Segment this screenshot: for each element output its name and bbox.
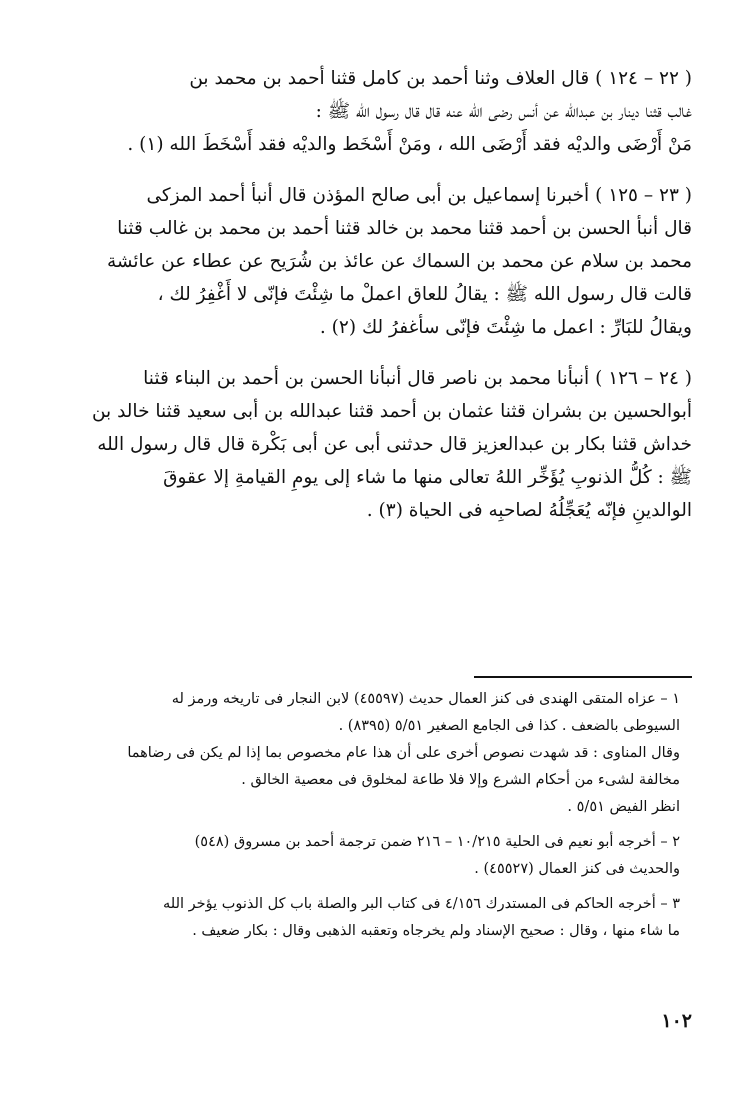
footnotes — [70, 686, 680, 953]
text-line: ( ٢٣ – ١٢٥ ) أخبرنا إسماعيل بن أبى صالح المؤذن قال أنبأ أحمد المزكى — [146, 185, 692, 206]
text-line: قال أنبأ الحسن بن أحمد قثنا محمد بن خالد قثنا أحمد بن محمد بن غالب قثنا — [117, 218, 692, 239]
page-number: ١٠٢ — [661, 1010, 692, 1032]
text-line: أبوالحسين بن بشران قثنا عثمان بن أحمد قثنا عبدالله بن أبى سعيد قثنا خالد بن — [91, 401, 692, 422]
footnote-line: مخالفة لشىء من أحكام الشرع وإلا فلا طاعة لمخلوق فى معصية الخالق . — [241, 772, 680, 788]
text-line: محمد بن سلام عن محمد بن السماك عن عائذ بن شُرَيح عن عطاء عن عائشة — [106, 251, 692, 272]
footnote-line: انظر الفيض ٥/٥١ . — [567, 799, 680, 815]
footnote-line: والحديث فى كنز العمال (٤٥٥٢٧) . — [474, 861, 680, 877]
text-line: ( ٢٤ – ١٢٦ ) أنبأنا محمد بن ناصر قال أنبأنا الحسن بن أحمد بن البناء قثنا — [143, 368, 692, 389]
footnote-line: ما شاء منها ، وقال : صحيح الإسناد ولم يخرجاه وتعقبه الذهبى وقال : بكار ضعيف . — [192, 923, 680, 939]
text-line: خداش قثنا بكار بن عبدالعزيز قال حدثنى أبى عن أبى بَكْرة قال قال رسول الله — [97, 434, 692, 455]
footnote-1 — [70, 686, 680, 821]
footnote-3 — [70, 891, 680, 945]
hadith-24 — [58, 362, 692, 527]
footnote-line: ١ – عزاه المتقى الهندى فى كنز العمال حديث (٤٥٥٩٧) لابن النجار فى تاريخه ورمز له — [171, 691, 680, 707]
text-line: ( ٢٢ – ١٢٤ ) قال العلاف وثنا أحمد بن كامل قثنا أحمد بن محمد بن — [189, 68, 692, 89]
hadith-22 — [58, 62, 692, 161]
footnote-line: وقال المناوى : قد شهدت نصوص أخرى على أن هذا عام مخصوص بما إذا لم يكن فى رضاهما — [127, 745, 680, 761]
main-text — [58, 62, 692, 545]
text-line: مَنْ أَرْضَى والديْه فقد أَرْضَى الله ، ومَنْ أَسْخَط والديْه فقد أَسْخَطَ الله (١) . — [127, 134, 692, 155]
footnote-line: ٣ – أخرجه الحاكم فى المستدرك ٤/١٥٦ فى كتاب البر والصلة باب كل الذنوب يؤخر الله — [163, 896, 680, 912]
text-line: قالت قال رسول الله ﷺ : يقالُ للعاق اعملْ ما شِئْتَ فإنّى لا أَغْفِرُ لك ، — [157, 284, 692, 305]
text-line: ويقالُ للبَارِّ : اعمل ما شِئْتَ فإنّى سأغفرُ لك (٢) . — [319, 317, 692, 338]
footnote-divider — [474, 676, 692, 678]
footnote-line: ٢ – أخرجه أبو نعيم فى الحلية ١٠/٢١٥ – ٢١٦ ضمن ترجمة أحمد بن مسروق (٥٤٨) — [194, 834, 680, 850]
text-line: غالب قثنا دينار بن عبدالله عن أنس رضى الله عنه قال قال رسول الله ﷺ : — [315, 101, 692, 122]
footnote-2 — [70, 829, 680, 883]
text-line: ﷺ : كُلُّ الذنوبِ يُؤَخِّر اللهُ تعالى منها ما شاء إلى يومِ القيامةِ إلا عقوقَ — [163, 467, 692, 488]
hadith-23 — [58, 179, 692, 344]
text-line: الوالدينِ فإنّه يُعَجِّلُهُ لصاحبِه فى الحياة (٣) . — [366, 500, 692, 521]
footnote-line: السيوطى بالضعف . كذا فى الجامع الصغير ٥/٥١ (٨٣٩٥) . — [338, 718, 680, 734]
